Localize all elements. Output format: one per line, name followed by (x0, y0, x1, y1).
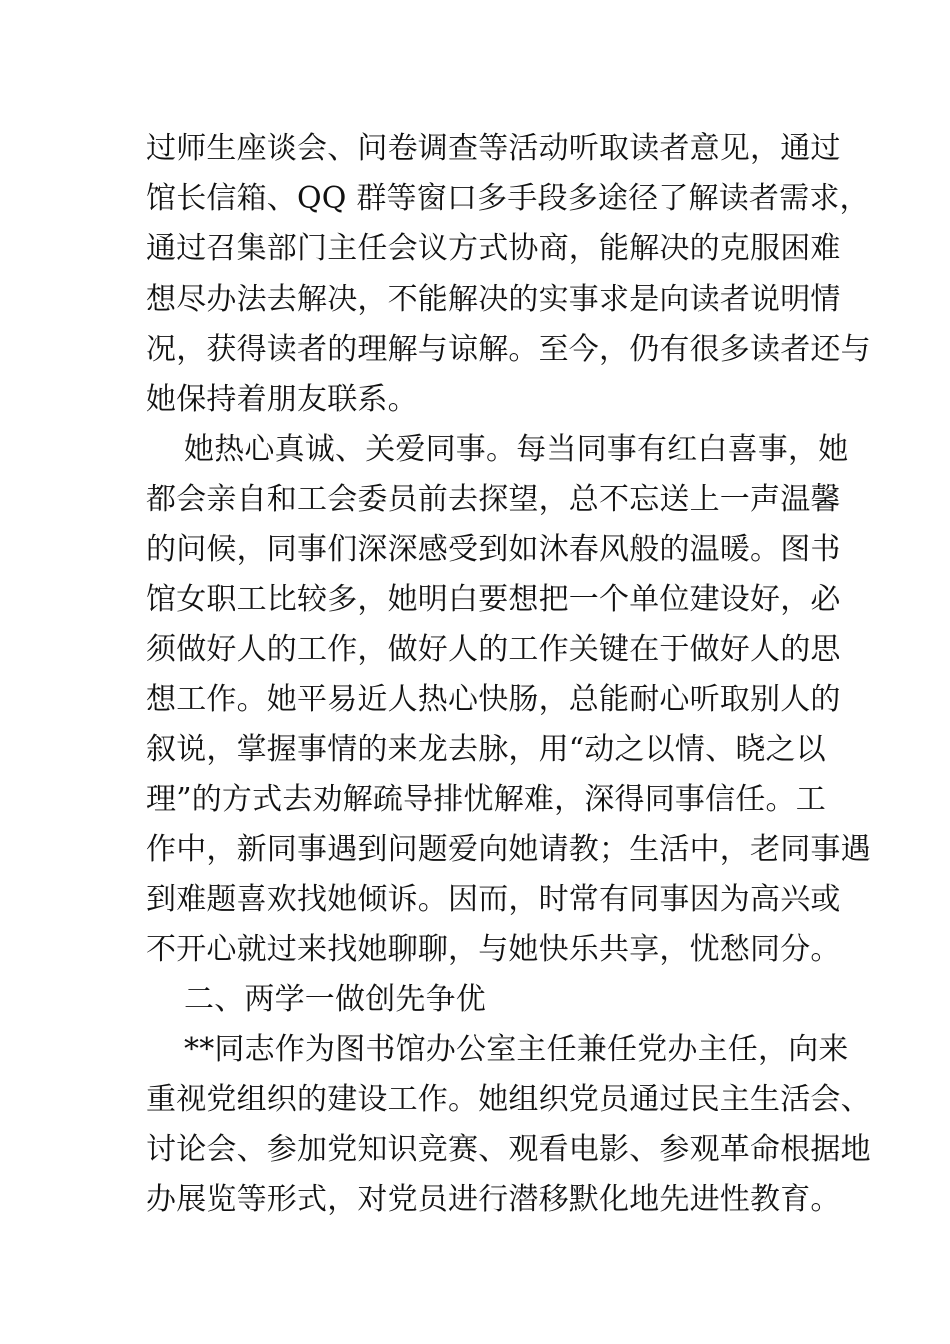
text-line: 办展览等形式，对党员进行潜移默化地先进性教育。 (146, 1182, 841, 1217)
text-line: 须做好人的工作，做好人的工作关键在于做好人的思 (146, 632, 841, 667)
text-line: 重视党组织的建设工作。她组织党员通过民主生活会、 (146, 1082, 871, 1117)
text-line: 她保持着朋友联系。 (146, 382, 418, 417)
text-line: 不开心就过来找她聊聊，与她快乐共享，忧愁同分。 (146, 932, 841, 967)
text-line: 过师生座谈会、问卷调查等活动听取读者意见，通过 (146, 131, 841, 166)
text-line: 通过召集部门主任会议方式协商，能解决的克服困难 (146, 231, 841, 266)
text-line: 作中，新同事遇到问题爱向她请教；生活中，老同事遇 (146, 832, 871, 867)
text-line: 讨论会、参加党知识竞赛、观看电影、参观革命根据地 (146, 1132, 871, 1167)
text-line: 馆女职工比较多，她明白要想把一个单位建设好，必 (146, 582, 841, 617)
text-line: 想工作。她平易近人热心快肠，总能耐心听取别人的 (146, 682, 841, 717)
section-heading: 二、两学一做创先争优 (184, 982, 486, 1017)
text-line: 叙说，掌握事情的来龙去脉，用“动之以情、晓之以 (146, 732, 826, 767)
text-line: 的问候，同事们深深感受到如沐春风般的温暖。图书 (146, 532, 841, 567)
text-line: 理”的方式去劝解疏导排忧解难，深得同事信任。工 (146, 782, 826, 817)
text-line: 想尽办法去解决，不能解决的实事求是向读者说明情 (146, 282, 841, 317)
text-line: 况，获得读者的理解与谅解。至今，仍有很多读者还与 (146, 332, 871, 367)
paragraph-first-line: 她热心真诚、关爱同事。每当同事有红白喜事，她 (184, 432, 849, 467)
text-line: 到难题喜欢找她倾诉。因而，时常有同事因为高兴或 (146, 882, 841, 917)
text-line: 都会亲自和工会委员前去探望，总不忘送上一声温馨 (146, 482, 841, 517)
paragraph-first-line: **同志作为图书馆办公室主任兼任党办主任，向来 (184, 1032, 849, 1067)
text-line: 馆长信箱、QQ 群等窗口多手段多途径了解读者需求， (146, 181, 870, 216)
